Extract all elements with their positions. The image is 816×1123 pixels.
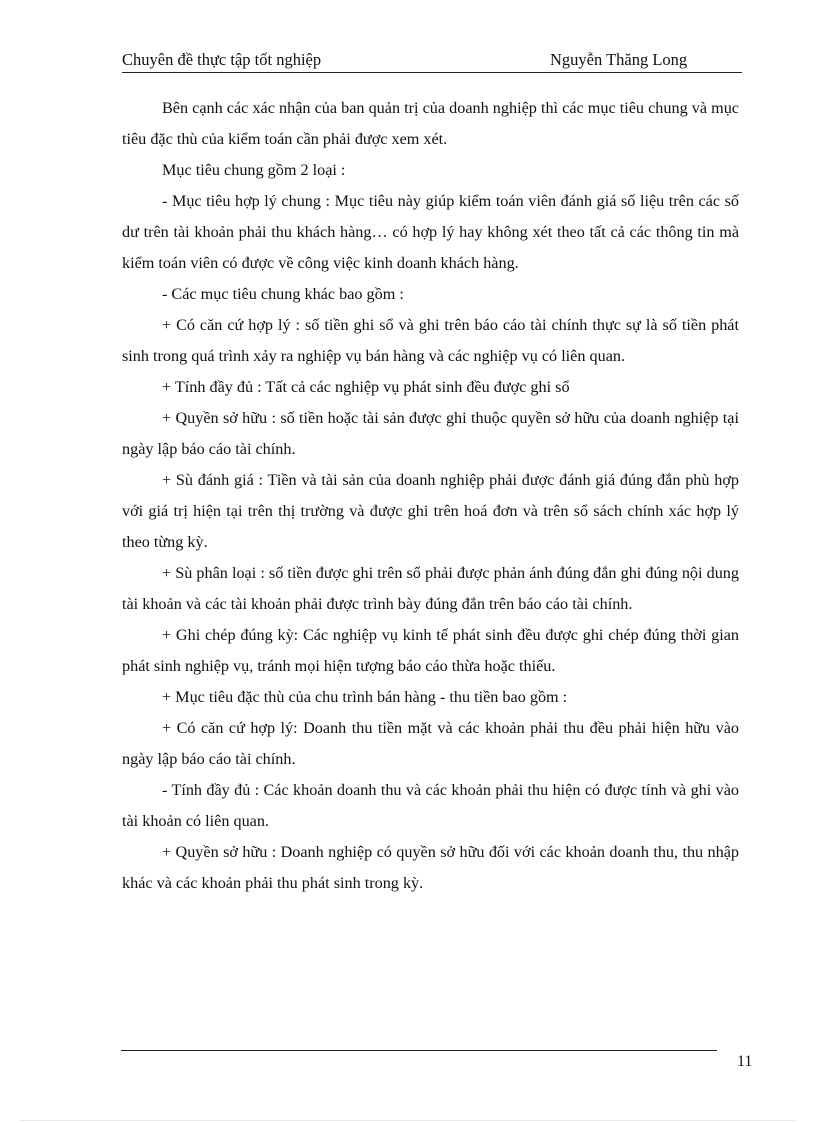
paragraph: Mục tiêu chung gồm 2 loại : bbox=[162, 161, 346, 179]
paragraph: + Ghi chép đúng kỳ: Các nghiệp vụ kinh tế phát sinh đều được ghi chép đúng thời gian phát sinh nghiệp vụ, tránh mọi hiện tượng báo cáo thừa hoặc thiếu. bbox=[122, 626, 739, 675]
header-document-title: Chuyên đề thực tập tốt nghiệp bbox=[122, 50, 322, 69]
paragraph: - Mục tiêu hợp lý chung : Mục tiêu này giúp kiểm toán viên đánh giá số liệu trên các số dư trên tài khoản phải thu khách hàng… có hợp lý hay không xét theo tất cả các thông tin mà kiểm toán viên có được về công việc kinh doanh khách hàng. bbox=[122, 192, 739, 272]
paragraph: + Quyền sở hữu : Doanh nghiệp có quyền sở hữu đối với các khoản doanh thu, thu nhập khác và các khoản phải thu phát sinh trong kỳ. bbox=[122, 843, 739, 892]
paragraph: - Tính đầy đủ : Các khoản doanh thu và các khoản phải thu hiện có được tính và ghi vào tài khoản có liên quan. bbox=[122, 781, 739, 830]
header-author-name: Nguyễn Thăng Long bbox=[550, 50, 688, 69]
paragraph: + Có căn cứ hợp lý: Doanh thu tiền mặt và các khoản phải thu đều phải hiện hữu vào ngày lập báo cáo tài chính. bbox=[122, 719, 739, 768]
document-body bbox=[122, 93, 739, 899]
paragraph: + Quyền sở hữu : số tiền hoặc tài sản được ghi thuộc quyền sở hữu của doanh nghiệp tại ngày lập báo cáo tài chính. bbox=[122, 409, 739, 458]
page-header bbox=[122, 50, 742, 73]
page-number: 11 bbox=[737, 1053, 753, 1070]
paragraph: + Sù phân loại : số tiền được ghi trên sổ phải được phản ánh đúng đắn ghi đúng nội dung tài khoản và các tài khoản phải được trình bày đúng đắn trên báo cáo tài chính. bbox=[122, 564, 739, 613]
paragraph: + Mục tiêu đặc thù của chu trình bán hàng - thu tiền bao gồm : bbox=[162, 688, 568, 706]
page-bottom-border bbox=[20, 1120, 796, 1121]
footer-divider bbox=[121, 1050, 717, 1051]
paragraph: Bên cạnh các xác nhận của ban quản trị của doanh nghiệp thì các mục tiêu chung và mục tiêu đặc thù của kiểm toán cần phải được xem xét. bbox=[122, 99, 739, 148]
paragraph: + Sù đánh giá : Tiền và tài sản của doanh nghiệp phải được đánh giá đúng đắn phù hợp với giá trị hiện tại trên thị trường và được ghi trên hoá đơn và trên sổ sách chính xác hợp lý theo từng kỳ. bbox=[122, 471, 739, 551]
paragraph: + Có căn cứ hợp lý : số tiền ghi sổ và ghi trên báo cáo tài chính thực sự là số tiền phát sinh trong quá trình xảy ra nghiệp vụ bán hàng và các nghiệp vụ có liên quan. bbox=[122, 316, 739, 365]
paragraph: - Các mục tiêu chung khác bao gồm : bbox=[162, 285, 404, 303]
paragraph: + Tính đầy đủ : Tất cả các nghiệp vụ phát sinh đều được ghi sổ bbox=[162, 378, 570, 396]
